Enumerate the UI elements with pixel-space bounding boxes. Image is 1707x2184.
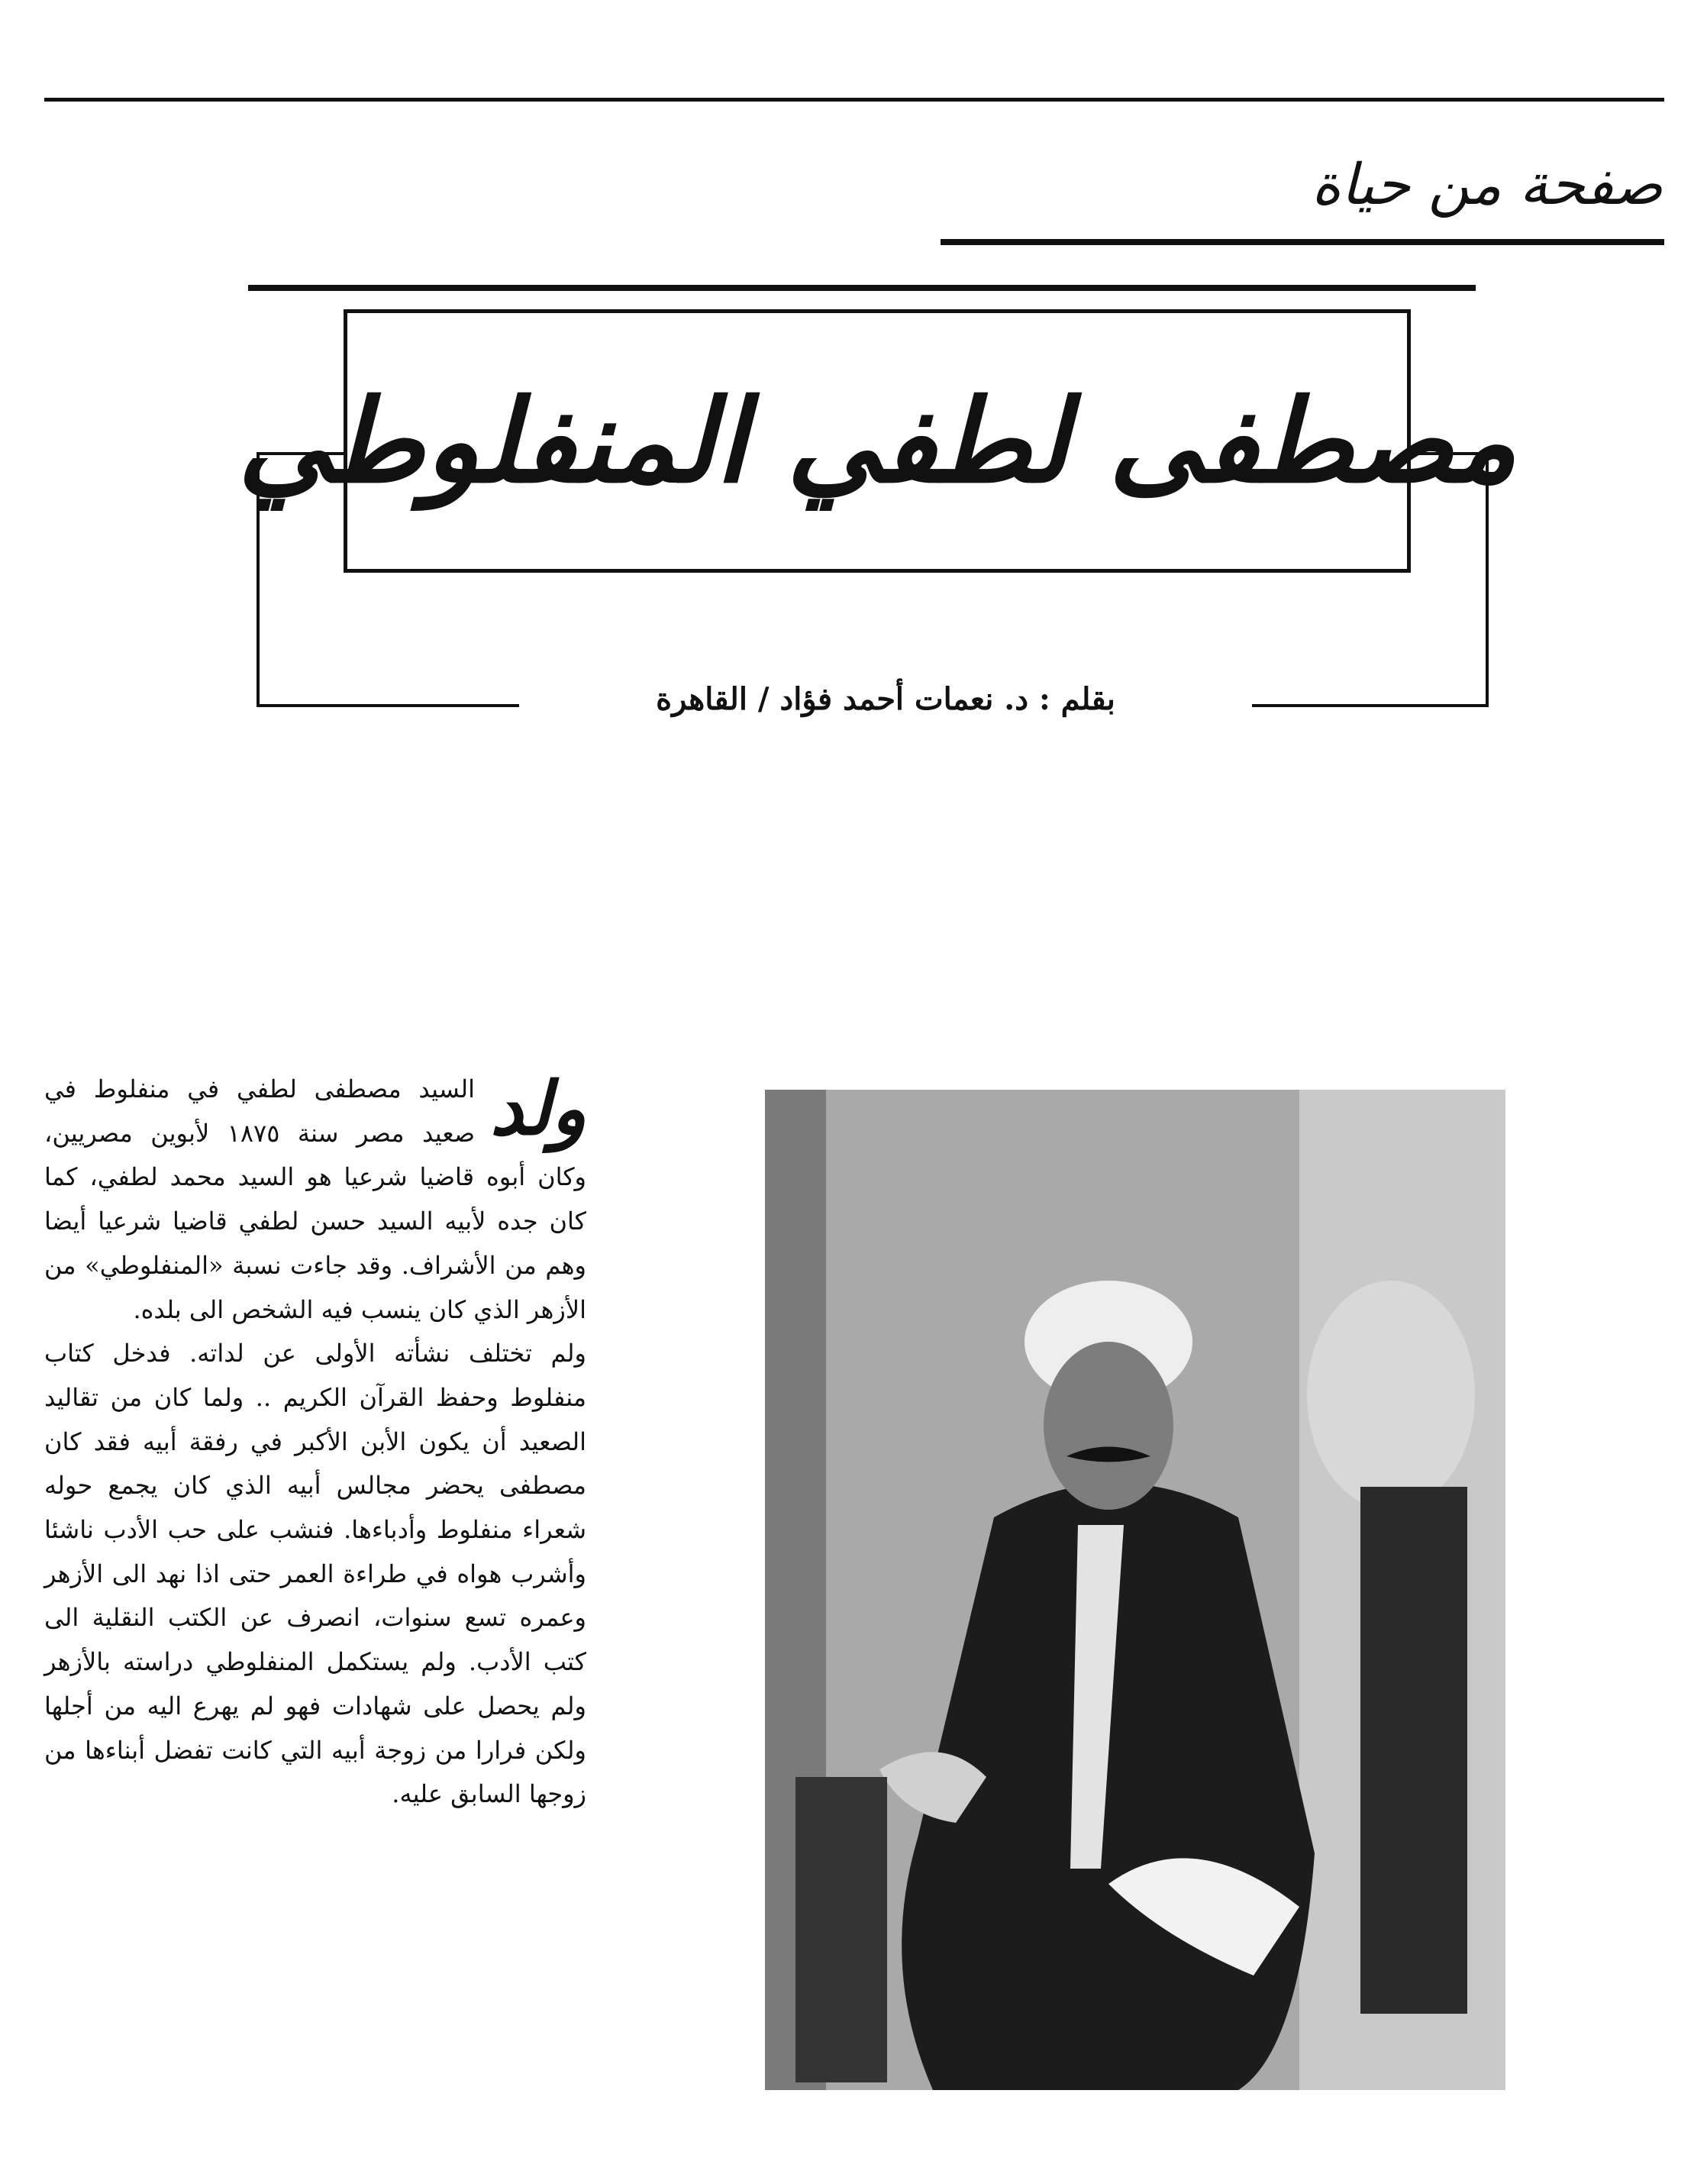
photo-chair — [795, 1777, 887, 2082]
header-rule — [248, 285, 1476, 291]
figure-face — [1044, 1342, 1173, 1510]
portrait-illustration — [765, 1090, 1505, 2090]
top-rule — [44, 98, 1664, 102]
article-paragraph-2: ولم تختلف نشأته الأولى عن لداته. فدخل كتاب منفلوط وحفظ القرآن الكريم .. ولما كان من تقاليد الصعيد أن يكون الأبن الأكبر في رفقة أبيه فقد كان مصطفى يحضر مجالس أبيه الذي كان يجمع حوله شعراء منفلوط وأدباءها. فنشب على حب الأدب ناشئا وأشرب هواه في طراءة العمر حتى اذا نهد الى الأزهر وعمره تسع سنوات، انصرف عن الكتب النقلية الى كتب الأدب. ولم يستكمل المنفلوطي دراسته بالأزهر ولم يحصل على شهادات فهو لم يهرع اليه من أجلها ولكن فرارا من زوجة أبيه التي كانت تفضل أبناءها من زوجها السابق عليه. — [44, 1339, 587, 1809]
dropcap: ولد — [490, 1065, 586, 1152]
photo-pedestal — [1360, 1487, 1467, 2014]
photo-plant — [1307, 1281, 1475, 1510]
portrait-photo — [765, 1090, 1505, 2090]
section-underline — [941, 239, 1664, 245]
byline: بقلم : د. نعمات أحمد فؤاد / القاهرة — [519, 672, 1252, 725]
article-title: مصطفى لطفي المنفلوطي — [237, 373, 1517, 509]
article-paragraph-1: السيد مصطفى لطفي في منفلوط في صعيد مصر سنة ١٨٧٥ لأبوين مصريين، وكان أبوه قاضيا شرعيا هو السيد محمد لطفي، كما كان جده لأبيه السيد حسن لطفي قاضيا شرعيا أيضا وهم من الأشراف. وقد جاءت نسبة «المنفلوطي» من الأزهر الذي كان ينسب فيه الشخص الى بلده. — [44, 1074, 586, 1324]
section-label: صفحة من حياة — [1311, 152, 1663, 218]
article-body — [44, 1065, 587, 2091]
title-box — [237, 309, 1517, 573]
